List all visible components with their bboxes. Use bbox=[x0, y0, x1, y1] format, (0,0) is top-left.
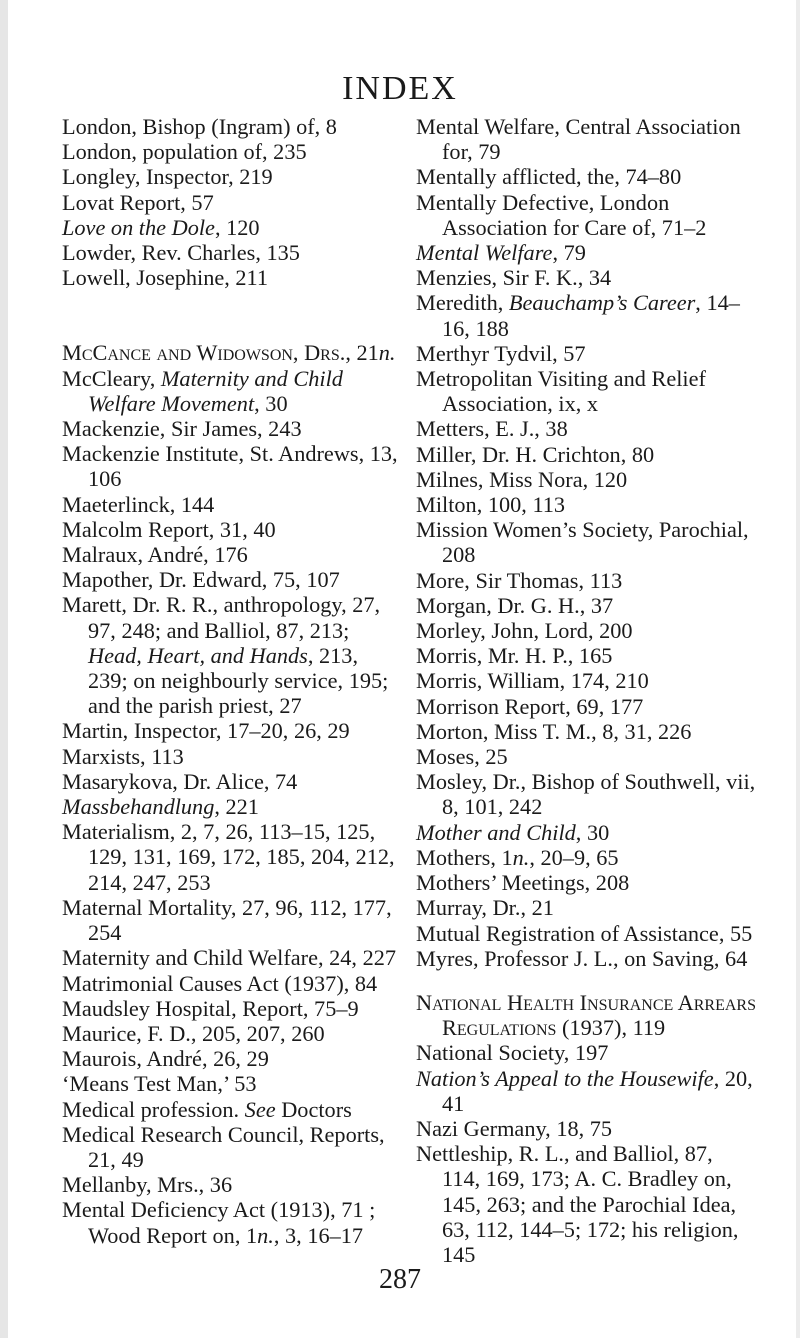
index-entry: Mutual Registration of Assistance, 55 bbox=[416, 920, 753, 946]
index-entry: ‘Means Test Man,’ 53 bbox=[62, 1071, 257, 1097]
index-column-left bbox=[62, 114, 402, 1248]
index-entry: Menzies, Sir F. K., 34 bbox=[416, 265, 612, 291]
index-entry: Mackenzie, Sir James, 243 bbox=[62, 416, 302, 442]
index-entry: Metters, E. J., 38 bbox=[416, 416, 568, 442]
index-entry: Lowder, Rev. Charles, 135 bbox=[62, 240, 300, 266]
page-title: INDEX bbox=[342, 70, 458, 107]
index-entry: Metropolitan Visiting and Relief Association, ix, x bbox=[416, 366, 706, 417]
index-entry: London, Bishop (Ingram) of, 8 bbox=[62, 114, 337, 139]
index-column-right bbox=[416, 114, 756, 1267]
index-entry: Mother and Child, 30 bbox=[416, 819, 610, 845]
index-entry: Maurois, André, 26, 29 bbox=[62, 1046, 269, 1072]
index-entry: Nazi Germany, 18, 75 bbox=[416, 1115, 613, 1141]
index-entry: More, Sir Thomas, 113 bbox=[416, 567, 623, 593]
index-entry: Marxists, 113 bbox=[62, 743, 184, 769]
index-entry: Morris, William, 174, 210 bbox=[416, 668, 649, 694]
index-entry: National Society, 197 bbox=[416, 1040, 609, 1066]
index-entry: Maurice, F. D., 205, 207, 260 bbox=[62, 1020, 325, 1046]
index-entry: National Health Insurance Arrears Regulations (1937), 119 bbox=[416, 989, 756, 1041]
index-entry: Lowell, Josephine, 211 bbox=[62, 265, 269, 291]
page-edge-right bbox=[796, 0, 800, 1338]
index-entry: Maternity and Child Welfare, 24, 227 bbox=[62, 945, 397, 971]
index-entry: Martin, Inspector, 17–20, 26, 29 bbox=[62, 718, 350, 744]
index-entry: Morley, John, Lord, 200 bbox=[416, 618, 633, 644]
index-entry: Mental Deficiency Act (1913), 71 ; Wood Report on, 1n., 3, 16–17 bbox=[62, 1197, 376, 1248]
index-entry: Medical profession. See Doctors bbox=[62, 1096, 352, 1122]
index-entry: Merthyr Tydvil, 57 bbox=[416, 340, 586, 366]
index-entry: Nation’s Appeal to the Housewife, 20, 41 bbox=[416, 1065, 753, 1116]
index-entry: Materialism, 2, 7, 26, 113–15, 125, 129, 131, 169, 172, 185, 204, 212, 214, 247, 253 bbox=[62, 819, 395, 895]
index-entry: London, population of, 235 bbox=[62, 139, 307, 165]
index-entry: Morton, Miss T. M., 8, 31, 226 bbox=[416, 718, 692, 744]
index-entry: Mental Welfare, Central Association for, 79 bbox=[416, 114, 741, 165]
section-gap bbox=[62, 290, 402, 340]
index-entry: Nettleship, R. L., and Balliol, 87, 114, 169, 173; A. C. Bradley on, 145, 263; and the Parochial Idea, 63, 112, 144–5; 172; his religion, 145 bbox=[416, 1141, 739, 1267]
index-entry: Mothers, 1n., 20–9, 65 bbox=[416, 844, 619, 870]
section-gap bbox=[416, 971, 756, 990]
index-entry: Murray, Dr., 21 bbox=[416, 895, 554, 921]
index-entry: Mothers’ Meetings, 208 bbox=[416, 870, 630, 896]
index-entry: Malcolm Report, 31, 40 bbox=[62, 516, 276, 542]
index-entry: Maudsley Hospital, Report, 75–9 bbox=[62, 995, 359, 1021]
index-entry: Mission Women’s Society, Parochial, 208 bbox=[416, 517, 749, 568]
index-entry: Medical Research Council, Reports, 21, 49 bbox=[62, 1121, 385, 1172]
index-entry: Morris, Mr. H. P., 165 bbox=[416, 643, 613, 669]
index-entry: Matrimonial Causes Act (1937), 84 bbox=[62, 970, 378, 996]
index-entry: Mosley, Dr., Bishop of Southwell, vii, 8, 101, 242 bbox=[416, 769, 756, 820]
index-entry: Morrison Report, 69, 177 bbox=[416, 693, 644, 719]
index-entry: Longley, Inspector, 219 bbox=[62, 164, 273, 190]
index-entry: Masarykova, Dr. Alice, 74 bbox=[62, 768, 298, 794]
index-entry: Mackenzie Institute, St. Andrews, 13, 106 bbox=[62, 441, 398, 492]
page-number: 287 bbox=[379, 1264, 421, 1295]
index-entry: Mental Welfare, 79 bbox=[416, 240, 586, 266]
index-entry: Miller, Dr. H. Crichton, 80 bbox=[416, 441, 655, 467]
index-entry: Myres, Professor J. L., on Saving, 64 bbox=[416, 945, 748, 971]
index-entry: Meredith, Beauchamp’s Career, 14–16, 188 bbox=[416, 290, 740, 341]
index-entry: Milnes, Miss Nora, 120 bbox=[416, 466, 628, 492]
index-entry: Moses, 25 bbox=[416, 744, 508, 770]
index-entry: McCleary, Maternity and Child Welfare Movement, 30 bbox=[62, 365, 343, 416]
index-entry: Mapother, Dr. Edward, 75, 107 bbox=[62, 567, 340, 593]
index-entry: Maternal Mortality, 27, 96, 112, 177, 254 bbox=[62, 894, 392, 946]
index-entry: Mellanby, Mrs., 36 bbox=[62, 1172, 233, 1198]
index-entry: Morgan, Dr. G. H., 37 bbox=[416, 592, 614, 618]
index-entry: Mentally afflicted, the, 74–80 bbox=[416, 164, 682, 190]
index-entry: Massbehandlung, 221 bbox=[62, 794, 259, 820]
index-entry: Mentally Defective, London Association for Care of, 71–2 bbox=[416, 189, 707, 240]
index-entry: Milton, 100, 113 bbox=[416, 492, 566, 518]
index-entry: McCance and Widowson, Drs., 21n. bbox=[62, 340, 396, 366]
index-entry: Malraux, André, 176 bbox=[62, 542, 248, 568]
index-entry: Marett, Dr. R. R., anthropology, 27, 97, 248; and Balliol, 87, 213; Head, Heart, and Hands, 213, 239; on neighbourly service, 195; and the parish priest, 27 bbox=[62, 592, 389, 719]
index-entry: Maeterlinck, 144 bbox=[62, 491, 215, 517]
index-entry: Love on the Dole, 120 bbox=[62, 214, 260, 240]
index-entry: Lovat Report, 57 bbox=[62, 189, 214, 215]
page-edge-shadow bbox=[0, 0, 8, 1338]
